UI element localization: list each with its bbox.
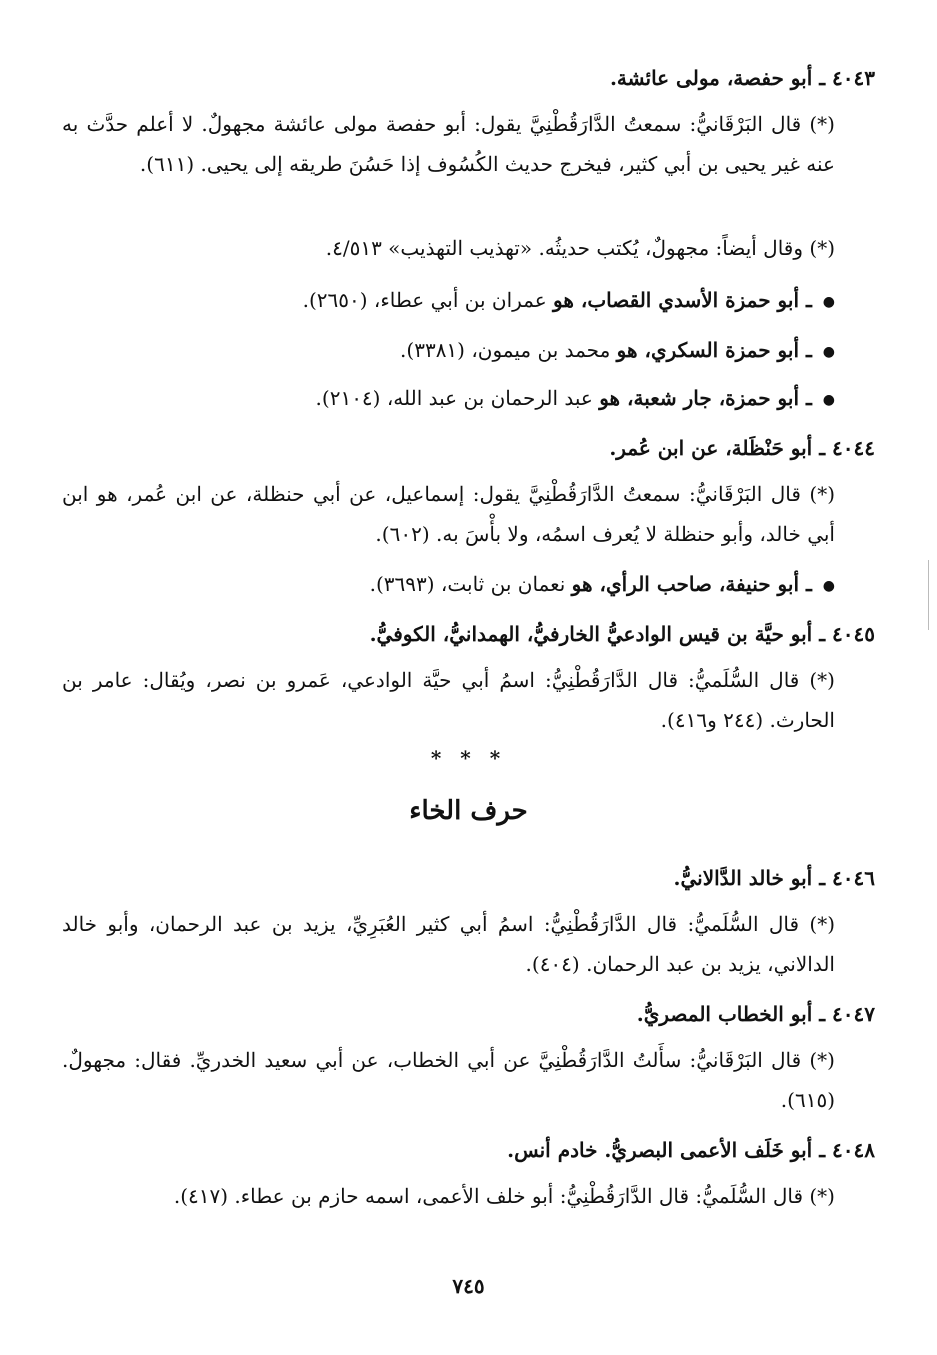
scan-edge-line [928, 560, 929, 630]
section-title: حرف الخاء [409, 796, 528, 826]
entry-4044-heading: ٤٠٤٤ ـ أبو حَنْظَلة، عن ابن عُمر. [609, 436, 875, 460]
bullet-icon: ● [822, 577, 835, 594]
entry-4047-heading: ٤٠٤٧ ـ أبو الخطاب المصريُّ. [636, 1002, 875, 1026]
entry-4044-text: (*) قال البَرْقَانيُّ: سمعتُ الدَّارَقُطْنِيَّ يقول: إسماعيل، عن أبي حنظلة، عن ابن عُمر، هو ابن أبي خالد، وأبو حنظلة لا يُعرف اسمُه، ولا بأْسَ به. (٦٠٢). [62, 482, 835, 546]
entry-4046-text: (*) قال السُّلَميُّ: قال الدَّارَقُطْنِيُّ: اسمُ أبي كثير العُبَرِيِّ، يزيد بن عبد الرحمان، وأبو خالد الدالاني، يزيد بن عبد الرحمان. (٤٠٤). [62, 912, 835, 976]
ref-plain: نعمان بن ثابت، (٣٦٩٣). [369, 572, 566, 596]
ref-item: ● ـ أبو حنيفة، صاحب الرأي، هو نعمان بن ثابت، (٣٦٩٣). [62, 564, 875, 606]
entry-4047-text: (*) قال البَرْقَانيُّ: سأَلتُ الدَّارَقُطْنِيَّ عن أبي الخطاب، عن أبي سعيد الخدريِّ. فقال: مجهولٌ. (٦١٥). [62, 1048, 835, 1112]
ref-plain: عبد الرحمان بن عبد الله، (٢١٠٤). [315, 386, 593, 410]
page-number: ٧٤٥ [452, 1274, 485, 1298]
ref-item: ● ـ أبو حمزة السكري، هو محمد بن ميمون، (٣٣٨١). [62, 330, 875, 372]
section-separator: * * * [430, 746, 507, 770]
ref-bold: أبو حنيفة، صاحب الرأي، هو [571, 572, 800, 596]
ref-item: ● ـ أبو حمزة الأسدي القصاب، هو عمران بن أبي عطاء، (٢٦٥٠). [62, 280, 875, 322]
ref-bold: أبو حمزة، جار شعبة، هو [599, 386, 800, 410]
entry-4043-text-2: (*) وقال أيضاً: مجهولٌ، يُكتب حديثُه. «تهذيب التهذيب» ٤/٥١٣. [325, 236, 835, 260]
bullet-icon: ● [822, 293, 835, 310]
entry-4045-heading: ٤٠٤٥ ـ أبو حيَّة بن قيس الوادعيُّ الخارفيُّ، الهمدانيُّ، الكوفيُّ. [369, 622, 875, 646]
entry-4046-heading: ٤٠٤٦ ـ أبو خالد الدَّالانيُّ. [673, 866, 875, 890]
entry-4043-text: (*) قال البَرْقَانيُّ: سمعتُ الدَّارَقُطْنِيَّ يقول: أبو حفصة مولى عائشة مجهولٌ. لا أعلم حدَّث به عنه غير يحيى بن أبي كثير، فيخرج حديث الكُسُوف إذا حَسُنَ طريقه إلى يحيى. (٦١١). [62, 112, 835, 176]
entry-4048-heading: ٤٠٤٨ ـ أبو خَلَف الأعمى البصريُّ. خادم أنس. [507, 1138, 875, 1162]
entry-4045-text: (*) قال السُّلَميُّ: قال الدَّارَقُطْنِيُّ: اسمُ أبي حيَّة الوادعي، عَمرو بن نصر، ويُقال: عامر بن الحارث. (٢٤٤ و٤١٦). [62, 668, 835, 732]
ref-bold: أبو حمزة الأسدي القصاب، هو [553, 288, 800, 312]
bullet-icon: ● [822, 343, 835, 360]
bullet-icon: ● [822, 391, 835, 408]
ref-plain: عمران بن أبي عطاء، (٢٦٥٠). [302, 288, 547, 312]
entry-4043-heading: ٤٠٤٣ ـ أبو حفصة، مولى عائشة. [609, 66, 875, 90]
entry-4048-text: (*) قال السُّلَميُّ: قال الدَّارَقُطْنِيُّ: أبو خلف الأعمى، اسمه حازم بن عطاء. (٤١٧). [173, 1184, 835, 1208]
ref-bold: أبو حمزة السكري، هو [616, 338, 800, 362]
ref-plain: محمد بن ميمون، (٣٣٨١). [400, 338, 611, 362]
ref-item: ● ـ أبو حمزة، جار شعبة، هو عبد الرحمان بن عبد الله، (٢١٠٤). [62, 378, 875, 420]
